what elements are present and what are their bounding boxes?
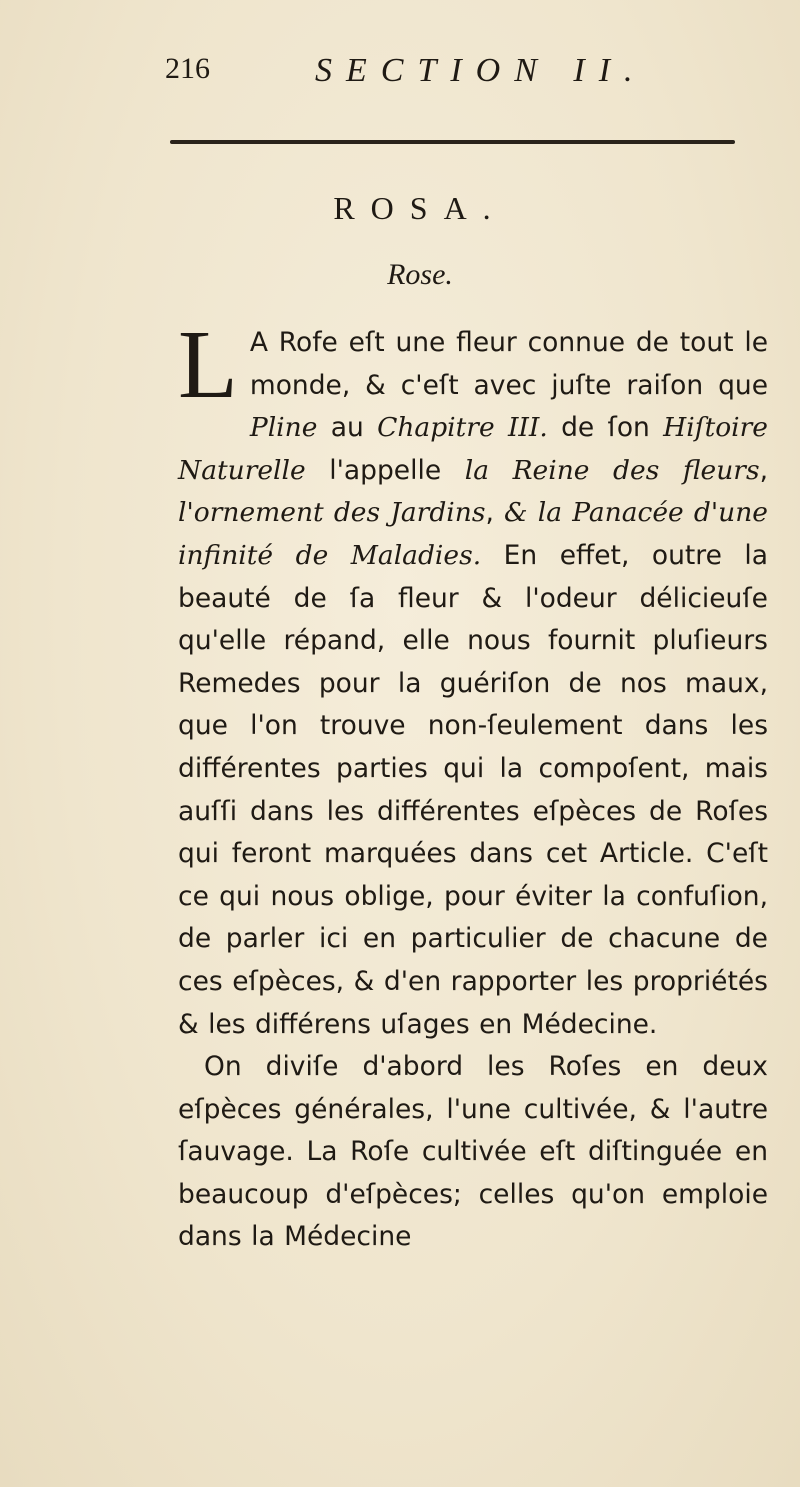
article-subtitle: Rose. — [387, 258, 453, 291]
text-run: au — [317, 412, 378, 444]
paragraph-2: On diviſe d'abord les Roſes en deux eſpèces générales, l'une cultivée, & l'autre ſauvage. La Roſe cultivée eſt diſtinguée en beaucoup d'eſpèces; celles qu'on emploie dans la Médecine — [178, 1051, 768, 1253]
text-run: l'appelle — [305, 454, 465, 486]
paragraph-1 — [178, 311, 769, 1046]
drop-cap: L — [178, 311, 238, 419]
header-rule — [170, 140, 735, 144]
text-run: , — [485, 497, 505, 529]
text-run: En effet, outre la beauté de ſa fleur & l'odeur délicieuſe qu'elle répand, elle nous fournit pluſieurs Remedes pour la guériſon de nos maux, que l'on trouve non-ſeulement dans les différentes parties qui la compoſent, mais auſſi dans les différentes eſpèces de Roſes qui feront marquées dans cet Article. C'eſt ce qui nous oblige, pour éviter la confuſion, de parler ici en particulier de chacune de ces eſpèces, & d'en rapporter les propriétés & les différens uſages en Médecine. — [178, 539, 769, 1040]
running-head — [165, 52, 765, 102]
article-title: ROSA. — [333, 190, 507, 226]
italic-run: Pline — [249, 412, 318, 444]
italic-run: l'ornement des Jardins — [178, 497, 486, 529]
section-title: SECTION II. — [315, 52, 647, 89]
text-run: A Rofe eſt une fleur connue de tout le monde, & c'eſt avec juſte raiſon que — [249, 327, 768, 401]
page-number: 216 — [165, 52, 210, 85]
body-text — [178, 311, 769, 1259]
text-run: , — [759, 454, 769, 486]
italic-run: Chapitre III. — [377, 412, 548, 444]
italic-run: Hiſtoire Naturelle — [178, 412, 768, 486]
italic-run: la Reine des fleurs — [464, 454, 760, 486]
text-run: de ſon — [547, 412, 664, 444]
italic-run: & la Panacée d'une infinité de Maladies. — [178, 497, 768, 571]
